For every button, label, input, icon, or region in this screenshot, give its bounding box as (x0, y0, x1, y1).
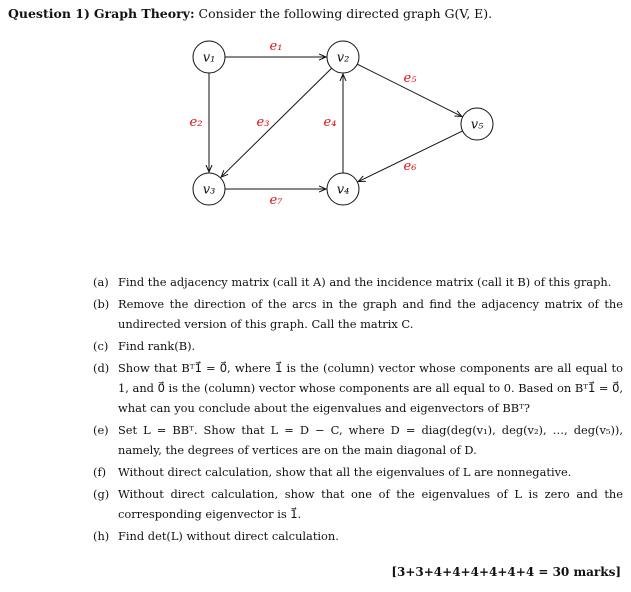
question-item-label: (h) (93, 529, 110, 543)
question-intro: Consider the following directed graph G(V, E). (198, 6, 493, 21)
vertex-label-v3: v₃ (202, 182, 216, 198)
question-item-label: (d) (93, 361, 110, 375)
vertex-label-v2: v₂ (336, 50, 350, 66)
question-item-label: (a) (93, 275, 109, 289)
question-item (93, 484, 623, 524)
question-item-text: Set L = BBᵀ. Show that L = D − C, where D = diag(deg(v₁), deg(v₂), …, deg(v₅)), namely, the degrees of vertices are on the main diagonal of D. (118, 423, 623, 457)
question-list (93, 272, 623, 548)
vertex-label-v5: v₅ (470, 117, 484, 133)
vertex-label-v4: v₄ (336, 182, 350, 198)
question-item (93, 420, 623, 460)
question-item-label: (g) (93, 487, 110, 501)
edge-label-e4: e₄ (323, 115, 337, 130)
question-item-text: Find the adjacency matrix (call it A) and the incidence matrix (call it B) of this graph. (118, 275, 612, 289)
question-item-text: Remove the direction of the arcs in the graph and find the adjacency matrix of the undirected version of this graph. Call the matrix C. (118, 297, 623, 331)
question-item-label: (c) (93, 339, 109, 353)
edge-e3 (221, 68, 331, 177)
marks-total: [3+3+4+4+4+4+4+4 = 30 marks] (391, 565, 621, 579)
question-item-label: (e) (93, 423, 109, 437)
question-item (93, 358, 623, 418)
question-item-text: Find rank(B). (118, 339, 196, 353)
question-item-text: Without direct calculation, show that all the eigenvalues of L are nonnegative. (118, 465, 572, 479)
edge-label-e7: e₇ (269, 193, 283, 208)
question-item-text: Find det(L) without direct calculation. (118, 529, 339, 543)
question-label: Question 1) (8, 6, 90, 21)
edge-label-e2: e₂ (189, 115, 203, 130)
question-item (93, 336, 623, 356)
vertex-label-v1: v₁ (202, 50, 216, 66)
question-item (93, 526, 623, 546)
topic-label: Graph Theory: (93, 6, 195, 21)
question-item (93, 462, 623, 482)
question-item (93, 272, 623, 292)
question-item-text: Without direct calculation, show that one of the eigenvalues of L is zero and the corresponding eigenvector is 1⃗. (118, 487, 623, 521)
question-item (93, 294, 623, 334)
question-item-label: (f) (93, 465, 107, 479)
question-item-text: Show that Bᵀ1⃗ = 0⃗, where 1⃗ is the (column) vector whose components are all equal to 1, and 0⃗ is the (column) vector whose components are all equal to 0. Based on Bᵀ1⃗ = 0⃗, what can you conclude about the eigenvalues and eigenvectors of BBᵀ? (118, 361, 623, 415)
edge-label-e5: e₅ (403, 71, 417, 86)
question-item-label: (b) (93, 297, 110, 311)
edge-label-e6: e₆ (403, 159, 417, 174)
edge-label-e1: e₁ (269, 39, 283, 54)
directed-graph (0, 0, 631, 230)
edge-label-e3: e₃ (256, 115, 270, 130)
